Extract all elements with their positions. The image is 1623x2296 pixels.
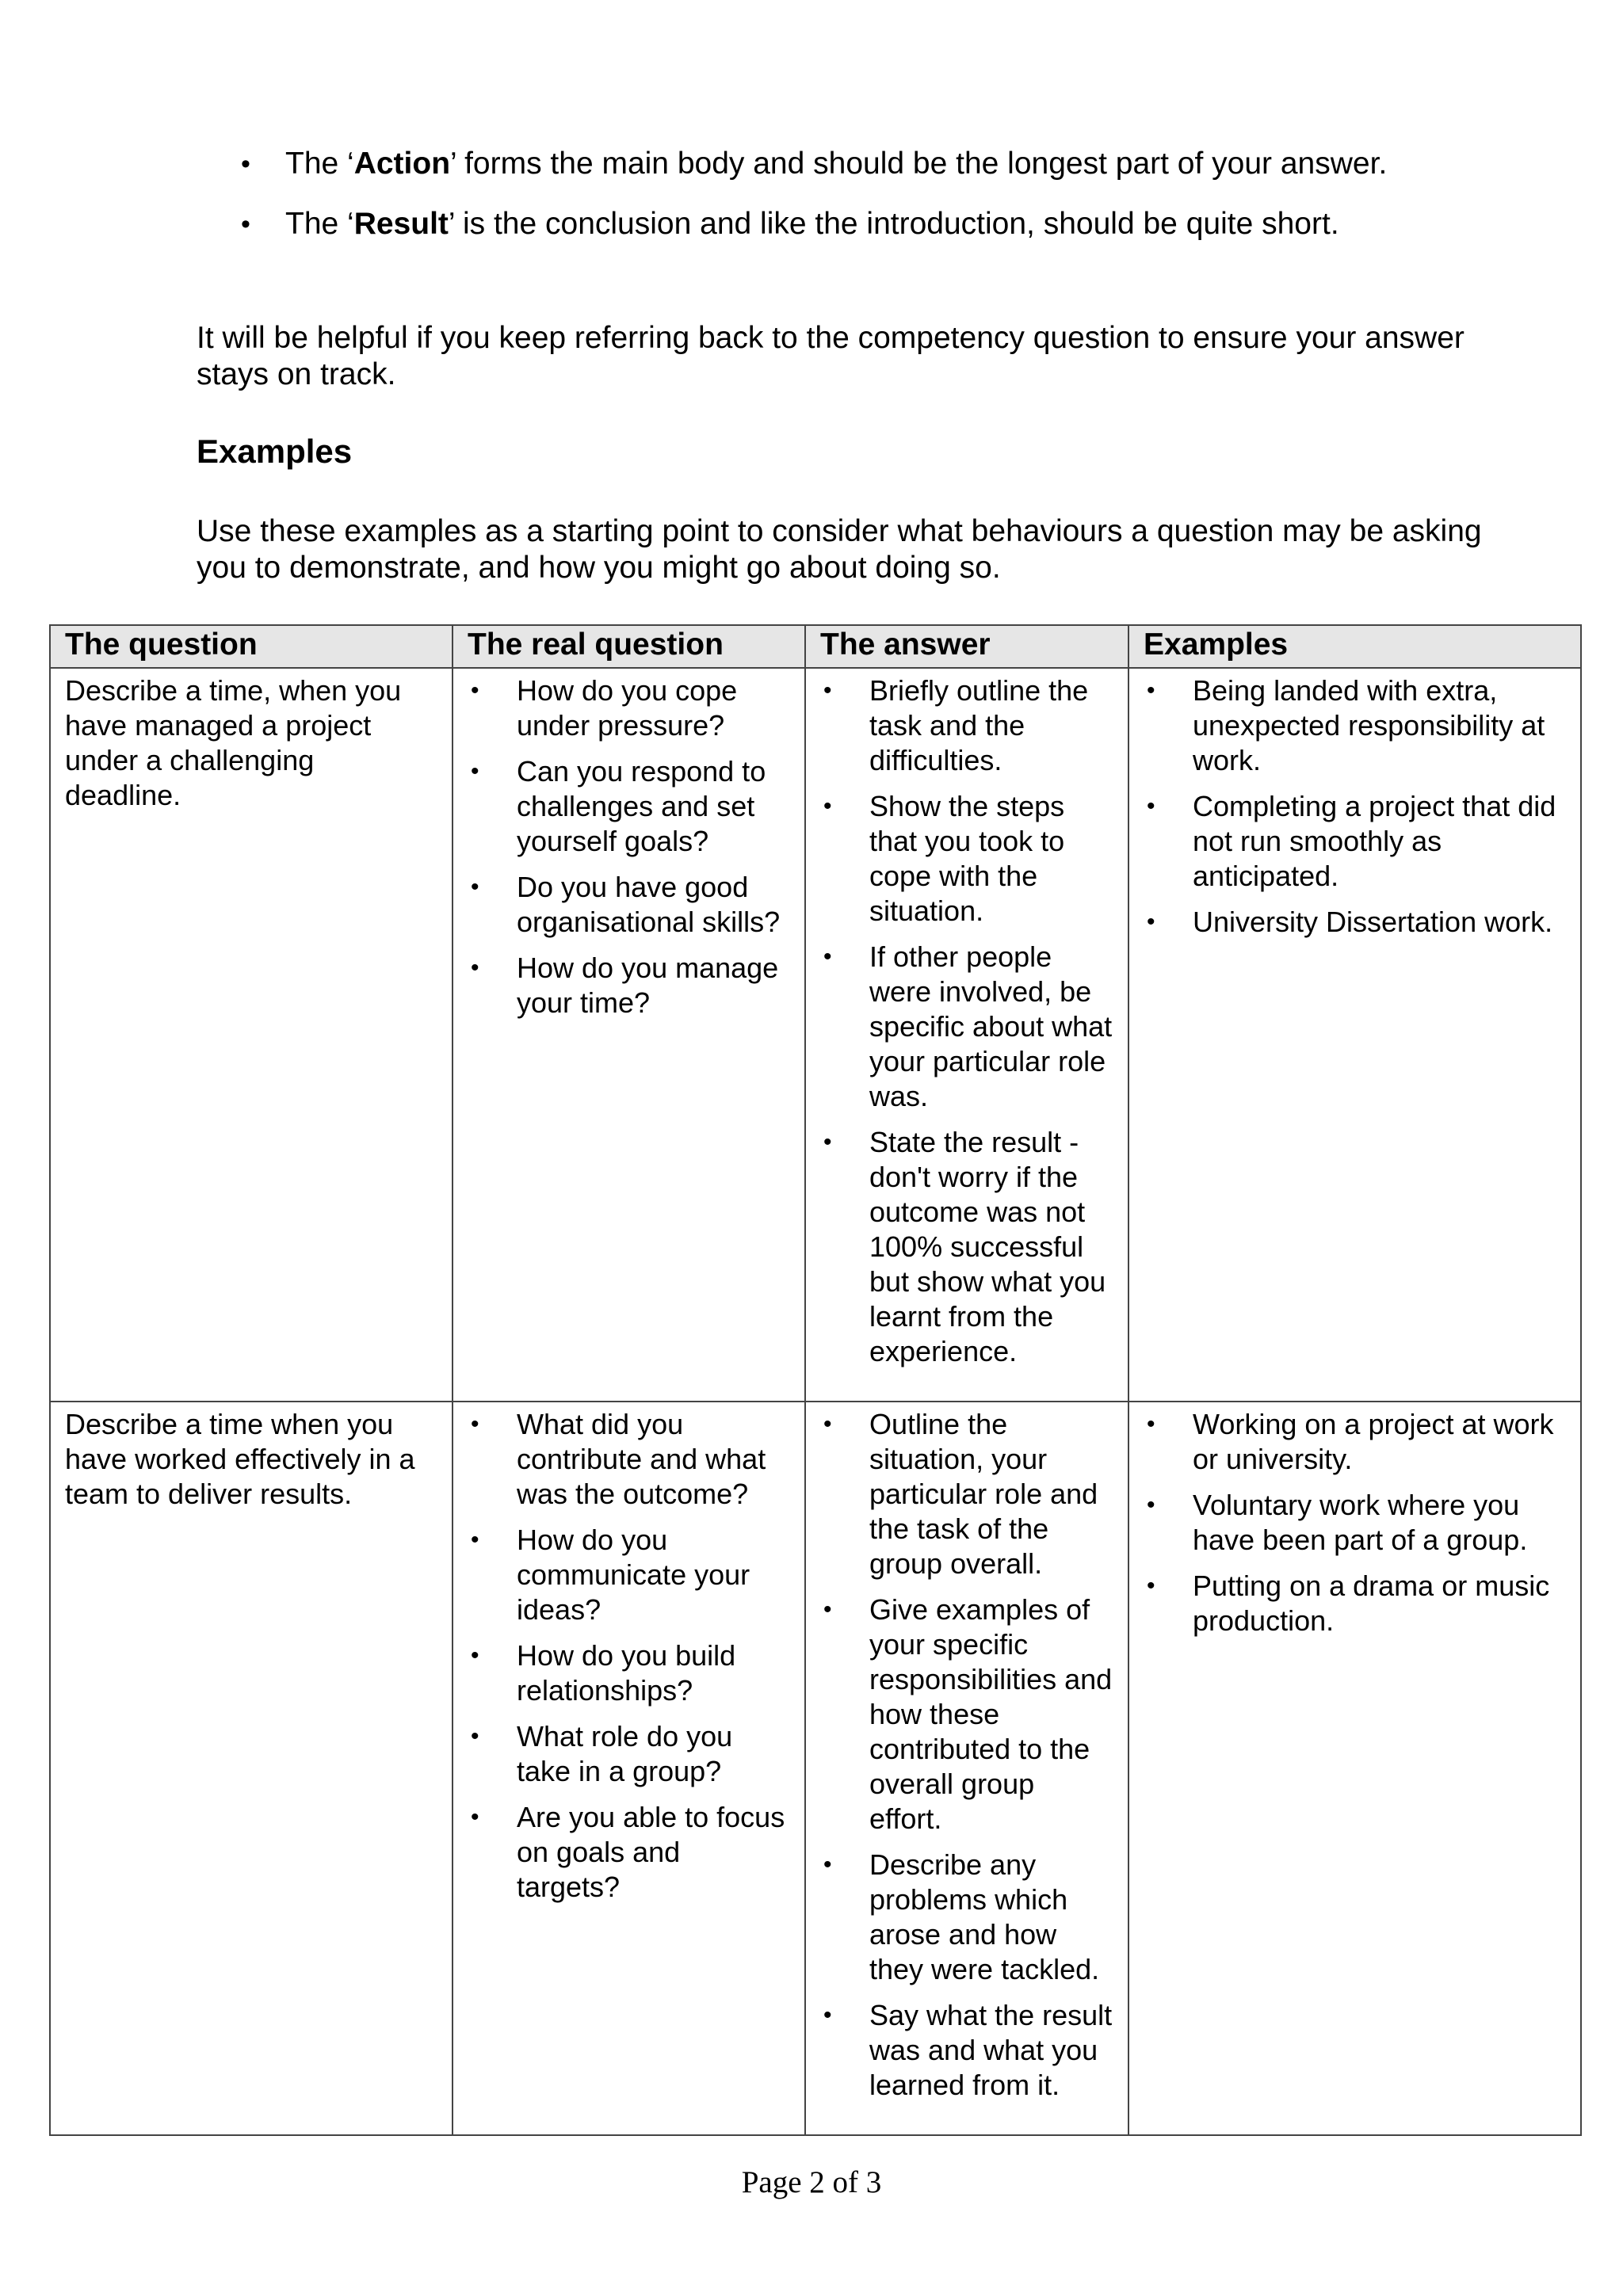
section-heading: Examples	[197, 433, 353, 470]
examples-cell	[1128, 668, 1581, 1402]
list-item: • What role do you take in a group?	[471, 1720, 733, 1787]
list-item: • Say what the result was and what you learned from it.	[823, 1999, 1113, 2101]
list-item: • Being landed with extra, unexpected responsibility at work.	[1147, 674, 1545, 776]
list-item: • If other people were involved, be specific about what your particular role was.	[823, 940, 1113, 1112]
list-item: • What did you contribute and what was the outcome?	[471, 1408, 766, 1510]
table-row	[50, 1402, 1581, 2135]
bullet-icon: •	[471, 874, 479, 900]
bullet-icon: •	[471, 1411, 479, 1437]
table-row	[50, 668, 1581, 1402]
bullet-icon: •	[471, 677, 479, 704]
bullet-icon: •	[823, 1596, 832, 1623]
bullet-icon: •	[241, 149, 250, 179]
list-item: • Are you able to focus on goals and targets?	[471, 1801, 785, 1903]
bullet-icon: •	[1147, 793, 1155, 819]
list-item: • Describe any problems which arose and how they were tackled.	[823, 1848, 1100, 1985]
intro-bullet-list	[238, 146, 1474, 266]
list-item: • How do you communicate your ideas?	[471, 1524, 750, 1626]
examples-intro-paragraph: Use these examples as a starting point to consider what behaviours a question may be asking you to demonstrate, and how you might go about doing so.	[197, 514, 1482, 585]
bullet-icon: •	[471, 1642, 479, 1669]
question-cell: Describe a time, when you have managed a project under a challenging deadline.	[50, 668, 453, 1402]
bullet-icon: •	[823, 1411, 832, 1437]
bullet-icon: •	[823, 1852, 832, 1878]
bullet-icon: •	[471, 1804, 479, 1830]
bullet-icon: •	[471, 1527, 479, 1553]
answer-cell	[805, 1402, 1128, 2135]
list-item: • State the result - don't worry if the outcome was not 100% successful but show what you learnt from the experience.	[823, 1126, 1106, 1367]
list-item: • Can you respond to challenges and set yourself goals?	[471, 755, 766, 857]
header-examples: Examples	[1128, 625, 1581, 668]
helpful-paragraph: It will be helpful if you keep referring back to the competency question to ensure your answer stays on track.	[197, 321, 1465, 391]
bullet-icon: •	[823, 677, 832, 704]
list-item: • University Dissertation work.	[1147, 906, 1553, 938]
bullet-icon: •	[823, 944, 832, 970]
list-item: • How do you build relationships?	[471, 1639, 736, 1707]
list-item: • How do you cope under pressure?	[471, 674, 738, 742]
page-number: Page 2 of 3	[741, 2165, 882, 2199]
bullet-icon: •	[471, 955, 479, 981]
list-item: • Do you have good organisational skills?	[471, 871, 781, 938]
list-item: • Working on a project at work or university.	[1147, 1408, 1554, 1475]
examples-cell	[1128, 1402, 1581, 2135]
bullet-icon: •	[1147, 1492, 1155, 1518]
list-item: • How do you manage your time?	[471, 952, 779, 1019]
header-the-answer: The answer	[805, 625, 1128, 668]
question-cell: Describe a time when you have worked effectively in a team to deliver results.	[50, 1402, 453, 2135]
bullet-icon: •	[1147, 1573, 1155, 1599]
answer-cell	[805, 668, 1128, 1402]
real-question-cell	[453, 668, 805, 1402]
header-the-real-question: The real question	[453, 625, 805, 668]
list-item: • Briefly outline the task and the difficulties.	[823, 674, 1089, 776]
bullet-icon: •	[471, 758, 479, 784]
header-the-question: The question	[50, 625, 453, 668]
list-item: • Give examples of your specific responsibilities and how these contributed to the overall group effort.	[823, 1593, 1113, 1835]
bullet-icon: •	[241, 209, 250, 239]
table-header-row	[50, 625, 1581, 668]
list-item: • Outline the situation, your particular role and the task of the group overall.	[823, 1408, 1098, 1580]
examples-table	[49, 624, 1582, 2136]
list-item: • Show the steps that you took to cope with the situation.	[823, 790, 1065, 927]
intro-bullet-result: • The ‘Result’ is the conclusion and like the introduction, should be quite short.	[241, 207, 1339, 241]
bullet-icon: •	[823, 2002, 832, 2028]
bullet-icon: •	[1147, 909, 1155, 935]
intro-bullet-action: • The ‘Action’ forms the main body and should be the longest part of your answer.	[241, 147, 1388, 181]
bullet-icon: •	[1147, 1411, 1155, 1437]
bullet-icon: •	[471, 1723, 479, 1749]
bullet-icon: •	[823, 1129, 832, 1155]
bullet-icon: •	[1147, 677, 1155, 704]
list-item: • Putting on a drama or music production.	[1147, 1569, 1550, 1637]
list-item: • Voluntary work where you have been part of a group.	[1147, 1489, 1528, 1556]
bullet-icon: •	[823, 793, 832, 819]
real-question-cell	[453, 1402, 805, 2135]
list-item: • Completing a project that did not run smoothly as anticipated.	[1147, 790, 1556, 892]
